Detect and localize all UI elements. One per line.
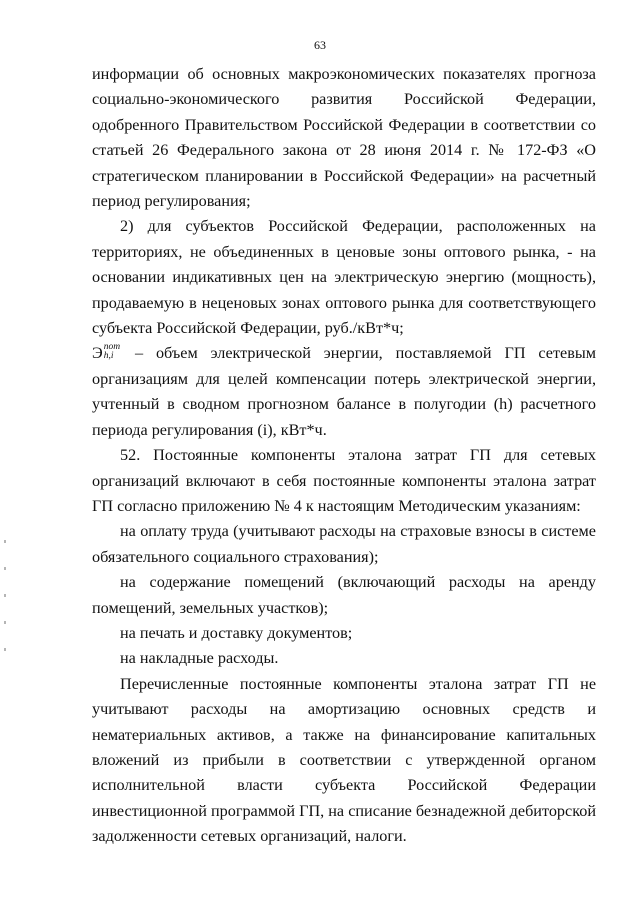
formula-definition-text: – объем электрической энергии, поставляемой ГП сетевым организациям для целей компенсации потерь электрической энергии, учтенный в сводном прогнозном балансе в полугодии (h) расчетного периода регулирования (i), кВт*ч. (92, 344, 596, 439)
page-number: 63 (314, 38, 326, 52)
list-item-printing: на печать и доставку документов; (120, 623, 353, 642)
paragraph-macro-forecast: информации об основных макроэкономических показателях прогноза социально-экономического развития Российской Федерации, одобренного Правительством Российской Федерации в соответствии со статьей 26 Федерального закона от 28 июня 2014 г. № 172-ФЗ «О стратегическом планировании в Российской Федерации» на расчетный период регулирования; (92, 65, 596, 211)
paragraph-exclusions: Перечисленные постоянные компоненты эталона затрат ГП не учитывают расходы на амортизацию основных средств и нематериальных активов, а также на финансирование капитальных вложений из прибыли в соответствии с утвержденной органом исполнительной власти субъекта Российской Федерации инвестиционной программой ГП, на списание безнадежной дебиторской задолженности сетевых организаций, налоги. (92, 674, 596, 846)
formula-subscript: h,i (103, 350, 114, 361)
list-item-overhead: на накладные расходы. (120, 649, 279, 668)
list-item-labor: на оплату труда (учитывают расходы на страховые взносы в системе обязательного социального страхования); (92, 522, 596, 566)
paragraph-52: 52. Постоянные компоненты эталона затрат ГП для сетевых организаций включают в себя постоянные компоненты эталона затрат ГП согласно приложению № 4 к настоящим Методическим указаниям: (92, 446, 596, 515)
scan-margin-marks (4, 540, 6, 660)
formula-symbol: Э (92, 344, 103, 363)
energy-volume-formula (92, 341, 122, 366)
list-item-premises: на содержание помещений (включающий расходы на аренду помещений, земельных участков); (92, 573, 596, 617)
formula-superscript: пот (103, 341, 121, 352)
document-body (92, 62, 596, 850)
paragraph-item-2: 2) для субъектов Российской Федерации, расположенных на территориях, не объединенных в ценовые зоны оптового рынка, - на основании индикативных цен на электрическую энергию (мощность), продаваемую в неценовых зонах оптового рынка для соответствующего субъекта Российской Федерации, руб./кВт*ч; (92, 217, 596, 338)
paragraph-energy-volume-definition (92, 341, 596, 443)
formula-indices (104, 343, 120, 361)
